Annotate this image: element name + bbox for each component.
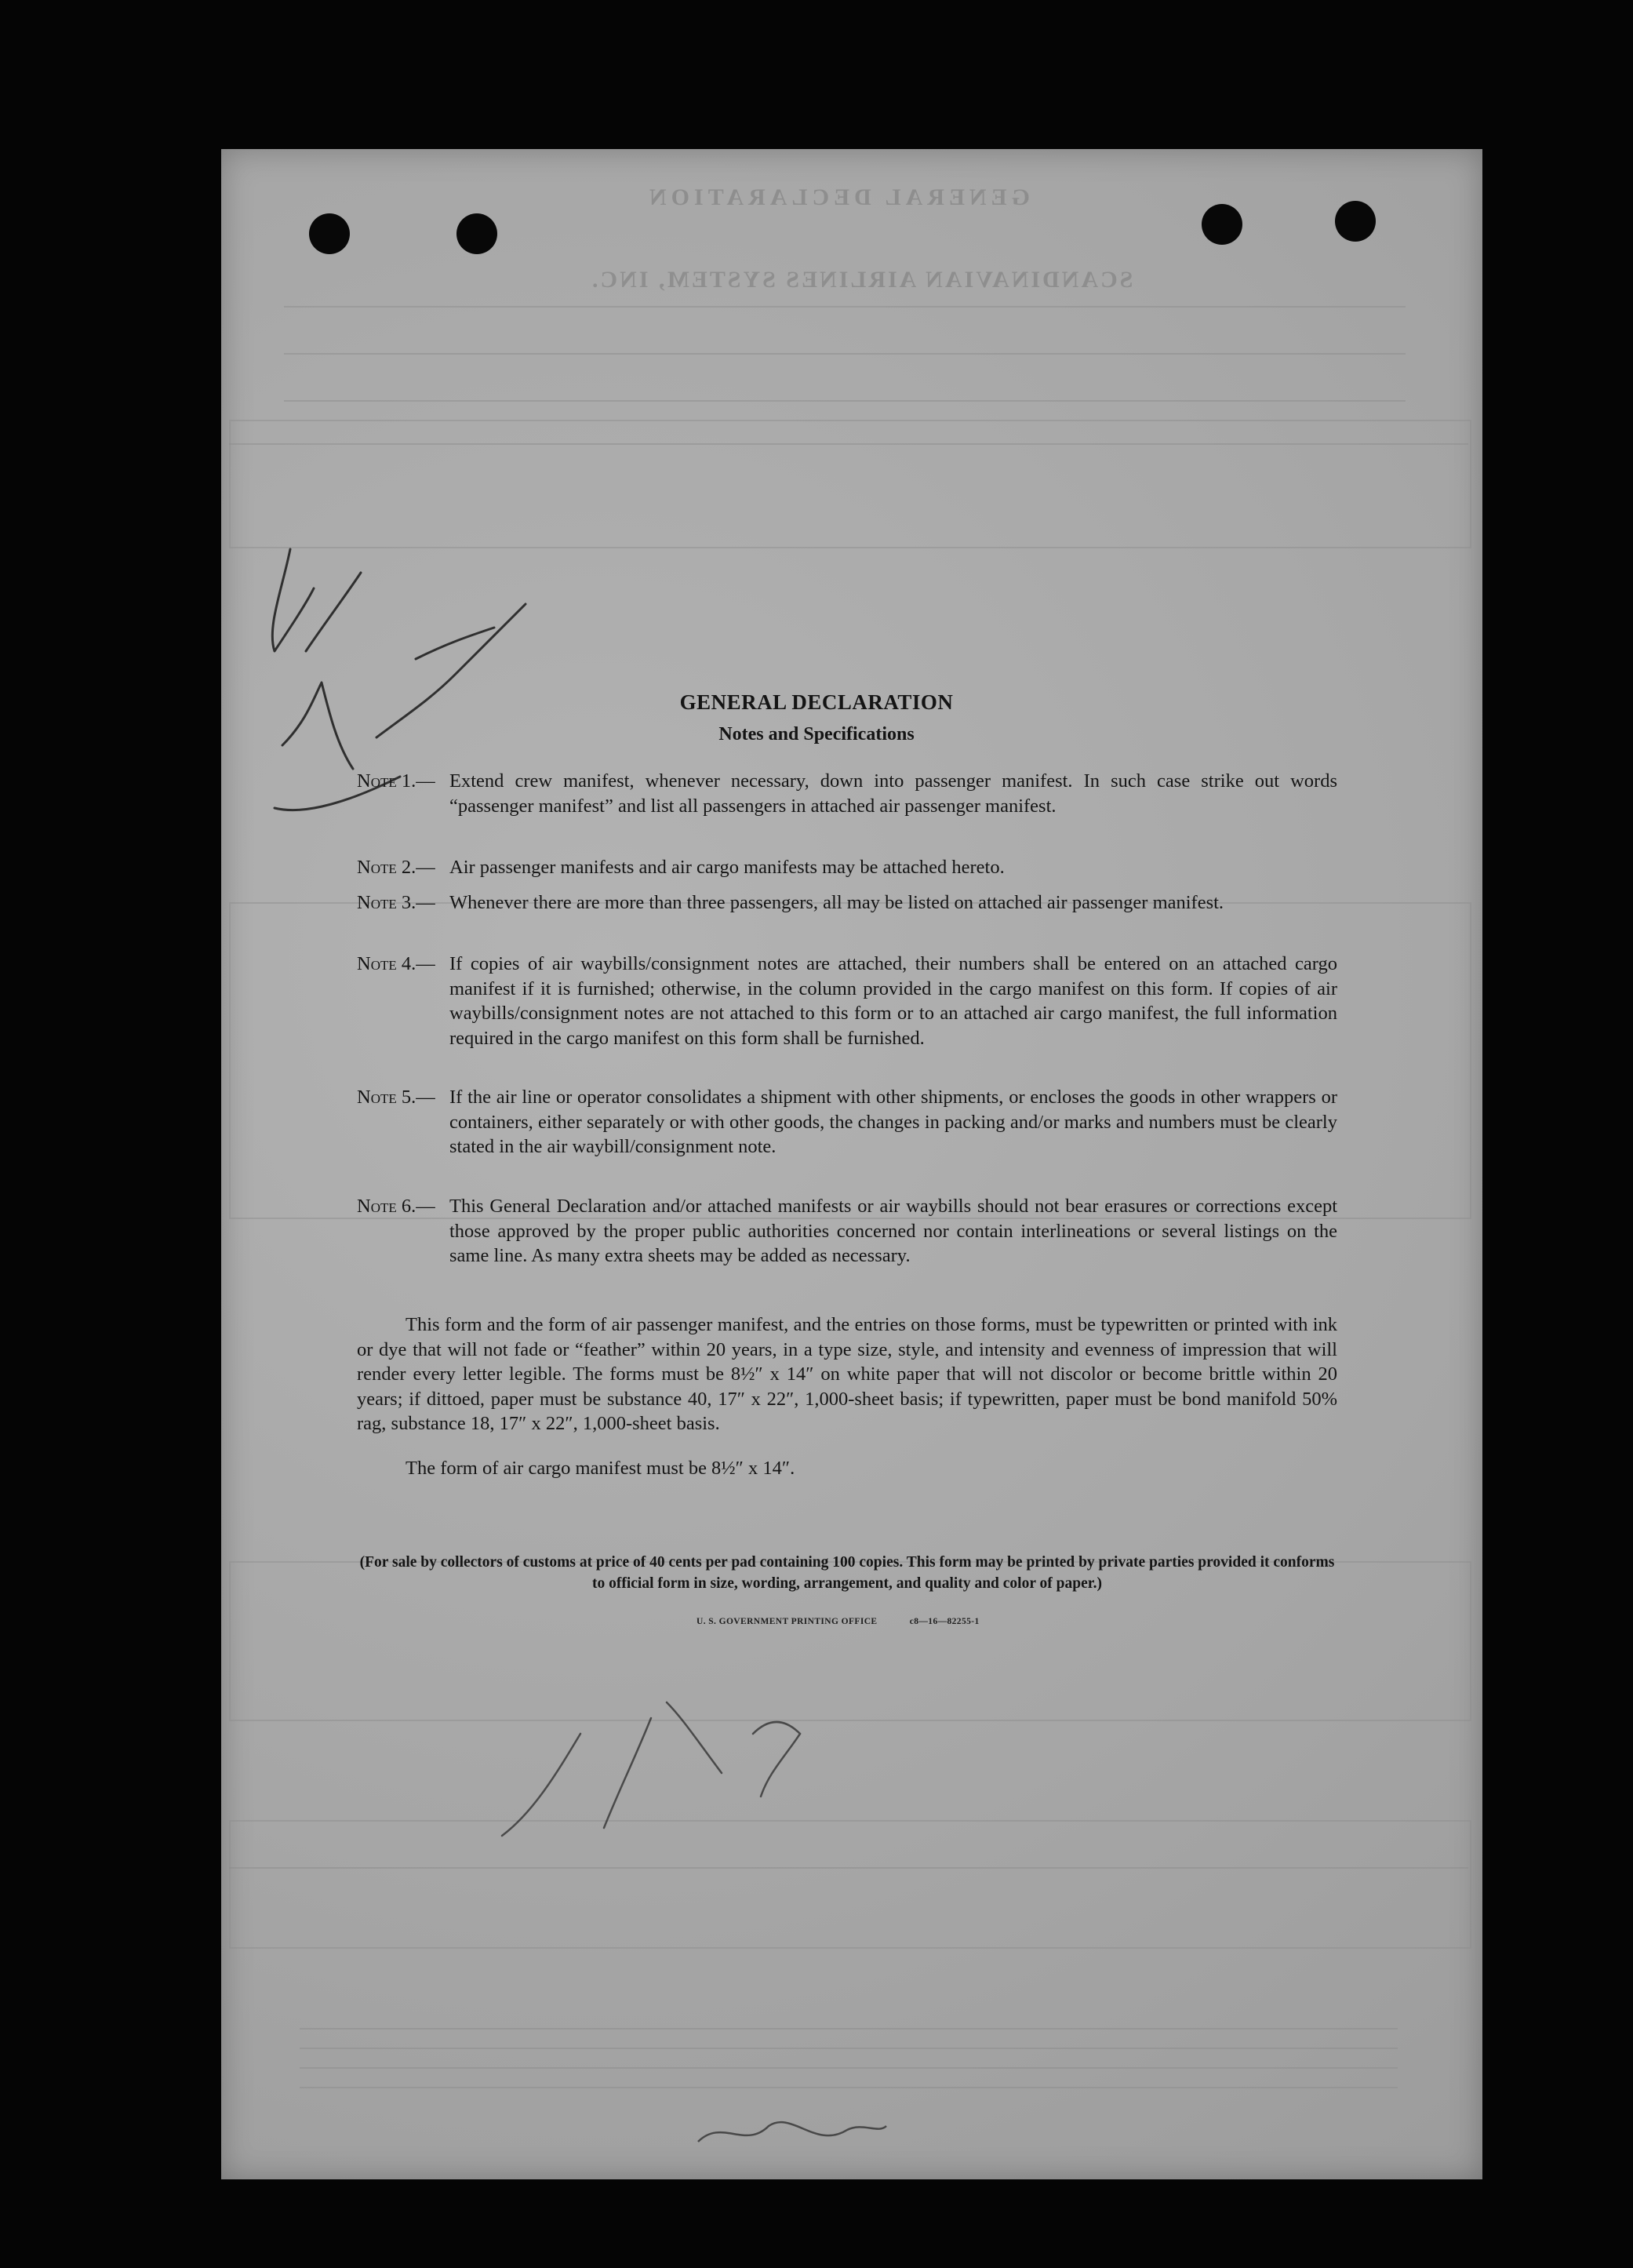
note-label: Note 1.— — [357, 770, 435, 792]
printer-line — [696, 1617, 980, 1626]
document-page — [221, 149, 1482, 2179]
bleed-through-operator: SCANDINAVIAN AIRLINES SYSTEM, INC. — [590, 267, 1133, 293]
form-number: c8—16—82255-1 — [909, 1617, 980, 1626]
note-label: Note 4.— — [357, 953, 435, 974]
sale-note: (For sale by collectors of customs at price of 40 cents per pad containing 100 copies. This form may be printed by private parties provided it conforms to official form in size, wording, arrangement, and quality and color of paper.) — [359, 1554, 1335, 1592]
declaration-title: GENERAL DECLARATION — [679, 690, 954, 714]
bleed-through-rule — [300, 2067, 1398, 2069]
punch-hole — [456, 213, 497, 254]
handwritten-signature-marks — [259, 541, 635, 871]
bleed-through-rule — [229, 443, 1468, 445]
note-text: Air passenger manifests and air cargo manifests may be attached hereto. — [449, 857, 1005, 878]
handwritten-signature — [690, 2102, 894, 2165]
note-text: Whenever there are more than three passengers, all may be listed on attached air passenger manifest. — [449, 892, 1224, 913]
bleed-through-rule — [300, 2087, 1398, 2088]
printing-office: U. S. GOVERNMENT PRINTING OFFICE — [696, 1617, 878, 1626]
bleed-through-title: GENERAL DECLARATION — [645, 184, 1031, 210]
note-text: If the air line or operator consolidates a shipment with other shipments, or encloses the goods in other wrappers or containers, either separately or with other goods, the changes in packing and/or marks and numbers must be clearly stated in the air waybill/consignment note. — [449, 1087, 1337, 1157]
bleed-through-rule — [284, 353, 1406, 355]
bleed-through-rule — [284, 306, 1406, 308]
note-text: Extend crew manifest, whenever necessary, down into passenger manifest. In such case strike out words “passenger manifest” and list all passengers in attached air passenger manifest. — [449, 770, 1337, 817]
note-text: If copies of air waybills/consignment notes are attached, their numbers shall be entered on an attached cargo manifest if it is furnished; otherwise, in the column provided in the cargo manifest on this form. If copies of air waybills/consignment notes are not attached to this form or to an attached air cargo manifest, the full information required in the cargo manifest on this form shall be furnished. — [449, 953, 1337, 1049]
declaration-subtitle: Notes and Specifications — [718, 724, 915, 744]
bleed-through-rule — [284, 400, 1406, 402]
bleed-through-crew-table — [229, 902, 1471, 1219]
note-label: Note 2.— — [357, 857, 435, 878]
punch-hole — [1335, 201, 1376, 242]
bleed-through-itinerary-table — [229, 420, 1471, 548]
punch-hole — [309, 213, 350, 254]
note-text: This General Declaration and/or attached manifests or air waybills should not bear erasures or corrections except those approved by the proper public authorities concerned nor contain interlineations or several listings on the same line. As many extra sheets may be added as necessary. — [449, 1196, 1337, 1266]
cargo-manifest-size-line: The form of air cargo manifest must be 8½″ x 14″. — [406, 1458, 795, 1479]
note-label: Note 5.— — [357, 1087, 435, 1108]
bleed-through-rule — [300, 2028, 1398, 2030]
bleed-through-rule — [229, 1867, 1468, 1869]
note-label: Note 3.— — [357, 892, 435, 913]
form-specification-paragraph: This form and the form of air passenger manifest, and the entries on those forms, must be typewritten or printed with ink or dye that will not fade or “feather” within 20 years, in a type size, style, and intensity and evenness of impression that will render every letter legible. The forms must be 8½″ x 14″ on white paper that will not discolor or become brittle within 20 years; if dittoed, paper must be substance 40, 17″ x 22″, 1,000-sheet basis; if typewritten, paper must be bond manifold 50% rag, substance 18, 17″ x 22″, 1,000-sheet basis. — [357, 1314, 1337, 1434]
note-label: Note 6.— — [357, 1196, 435, 1217]
bleed-through-rule — [300, 2048, 1398, 2049]
handwritten-cargo-marks — [486, 1671, 894, 1859]
punch-hole — [1202, 204, 1242, 245]
